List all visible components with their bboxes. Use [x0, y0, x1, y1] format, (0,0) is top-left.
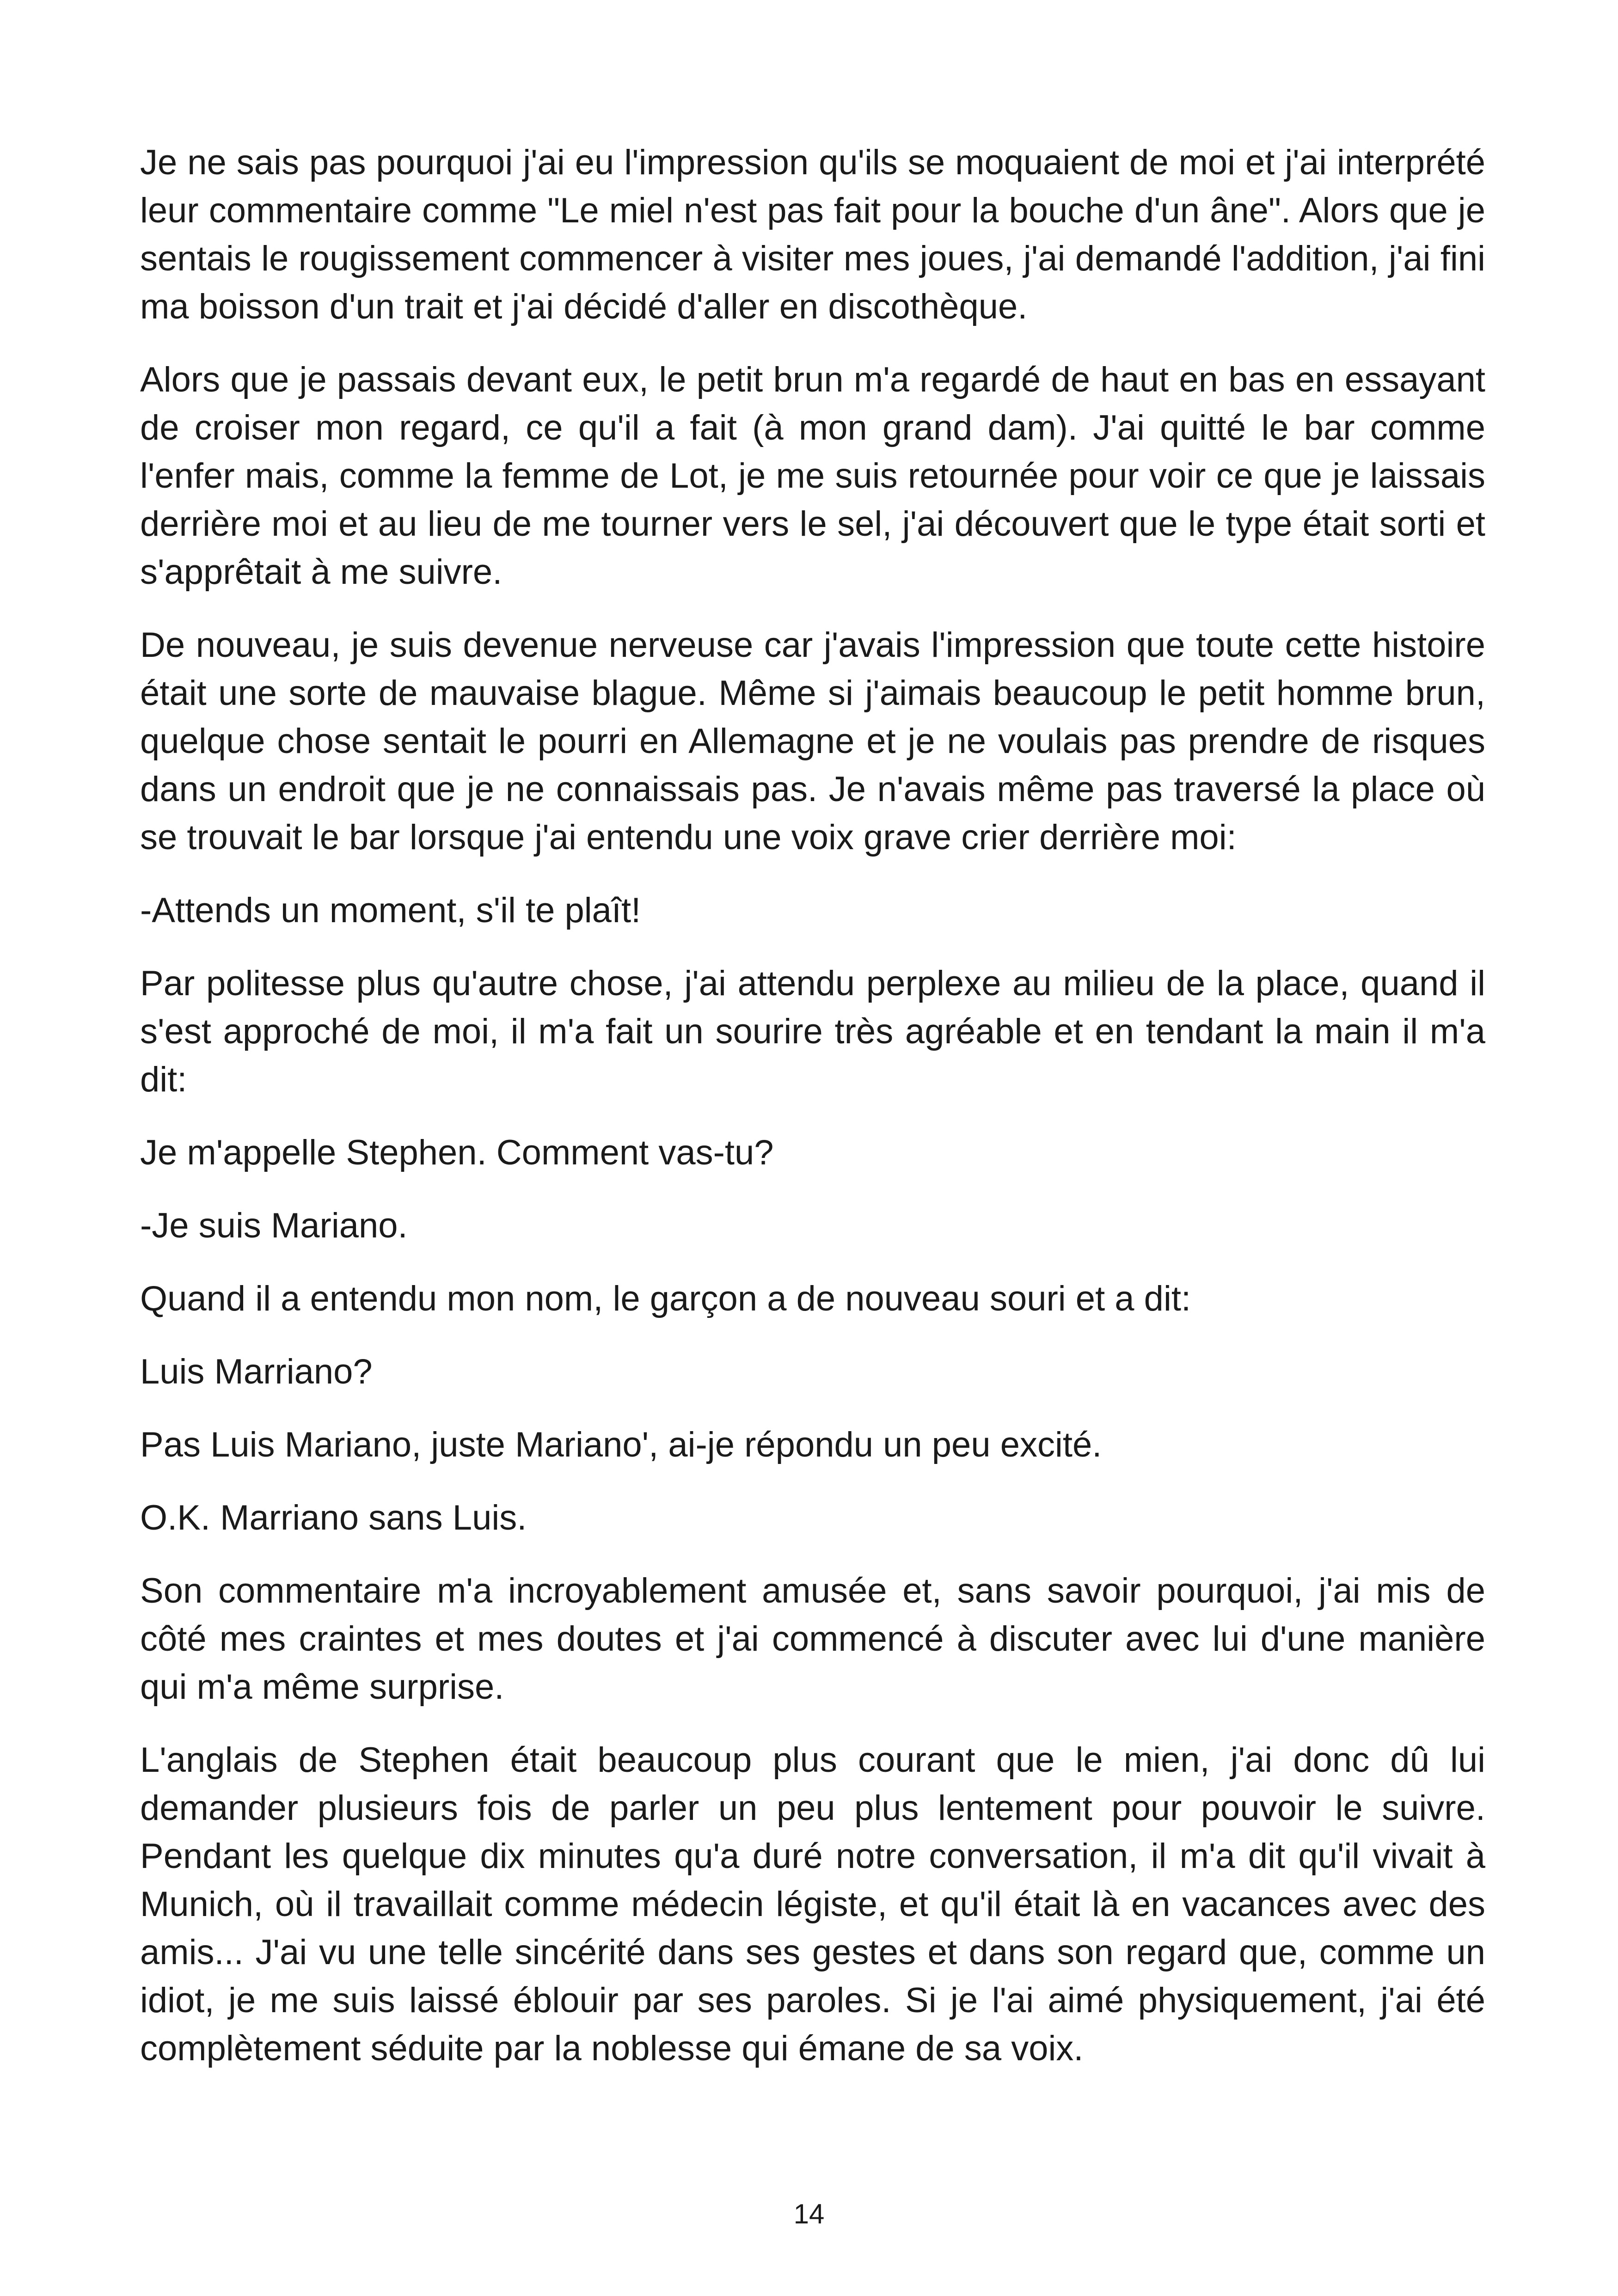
paragraph: L'anglais de Stephen était beaucoup plus courant que le mien, j'ai donc dû lui demander plusieurs fois de parler un peu plus lentement pour pouvoir le suivre. Pendant les quelque dix minutes qu'a duré notre conversation, il m'a dit qu'il vivait à Munich, où il travaillait comme médecin légiste, et qu'il était là en vacances avec des amis... J'ai vu une telle sincérité dans ses gestes et dans son regard que, comme un idiot, je me suis laissé éblouir par ses paroles. Si je l'ai aimé physiquement, j'ai été complètement séduite par la noblesse qui émane de sa voix. [140, 1740, 1485, 2068]
dialogue-line: Je m'appelle Stephen. Comment vas-tu? [140, 1133, 774, 1172]
dialogue-line: Luis Marriano? [140, 1352, 373, 1391]
paragraph: Je ne sais pas pourquoi j'ai eu l'impression qu'ils se moquaient de moi et j'ai interprété leur commentaire comme "Le miel n'est pas fait pour la bouche d'un âne". Alors que je sentais le rougissement commencer à visiter mes joues, j'ai demandé l'addition, j'ai fini ma boisson d'un trait et j'ai décidé d'aller en discothèque. [140, 143, 1485, 326]
paragraph: Par politesse plus qu'autre chose, j'ai attendu perplexe au milieu de la place, quand il s'est approché de moi, il m'a fait un sourire très agréable et en tendant la main il m'a dit: [140, 964, 1485, 1099]
dialogue-line: O.K. Marriano sans Luis. [140, 1498, 527, 1537]
paragraph: De nouveau, je suis devenue nerveuse car j'avais l'impression que toute cette histoire était une sorte de mauvaise blague. Même si j'aimais beaucoup le petit homme brun, quelque chose sentait le pourri en Allemagne et je ne voulais pas prendre de risques dans un endroit que je ne connaissais pas. Je n'avais même pas traversé la place où se trouvait le bar lorsque j'ai entendu une voix grave crier derrière moi: [140, 625, 1485, 857]
dialogue-line: -Je suis Mariano. [140, 1206, 408, 1245]
page-number: 14 [793, 2198, 825, 2229]
paragraph: Quand il a entendu mon nom, le garçon a de nouveau souri et a dit: [140, 1279, 1191, 1318]
dialogue-line: Pas Luis Mariano, juste Mariano', ai-je répondu un peu excité. [140, 1425, 1102, 1464]
paragraph: Son commentaire m'a incroyablement amusée et, sans savoir pourquoi, j'ai mis de côté mes craintes et mes doutes et j'ai commencé à discuter avec lui d'une manière qui m'a même surprise. [140, 1571, 1485, 1707]
paragraph: Alors que je passais devant eux, le petit brun m'a regardé de haut en bas en essayant de croiser mon regard, ce qu'il a fait (à mon grand dam). J'ai quitté le bar comme l'enfer mais, comme la femme de Lot, je me suis retournée pour voir ce que je laissais derrière moi et au lieu de me tourner vers le sel, j'ai découvert que le type était sorti et s'apprêtait à me suivre. [140, 360, 1485, 592]
body-text [140, 139, 1485, 2098]
dialogue-line: -Attends un moment, s'il te plaît! [140, 891, 641, 930]
